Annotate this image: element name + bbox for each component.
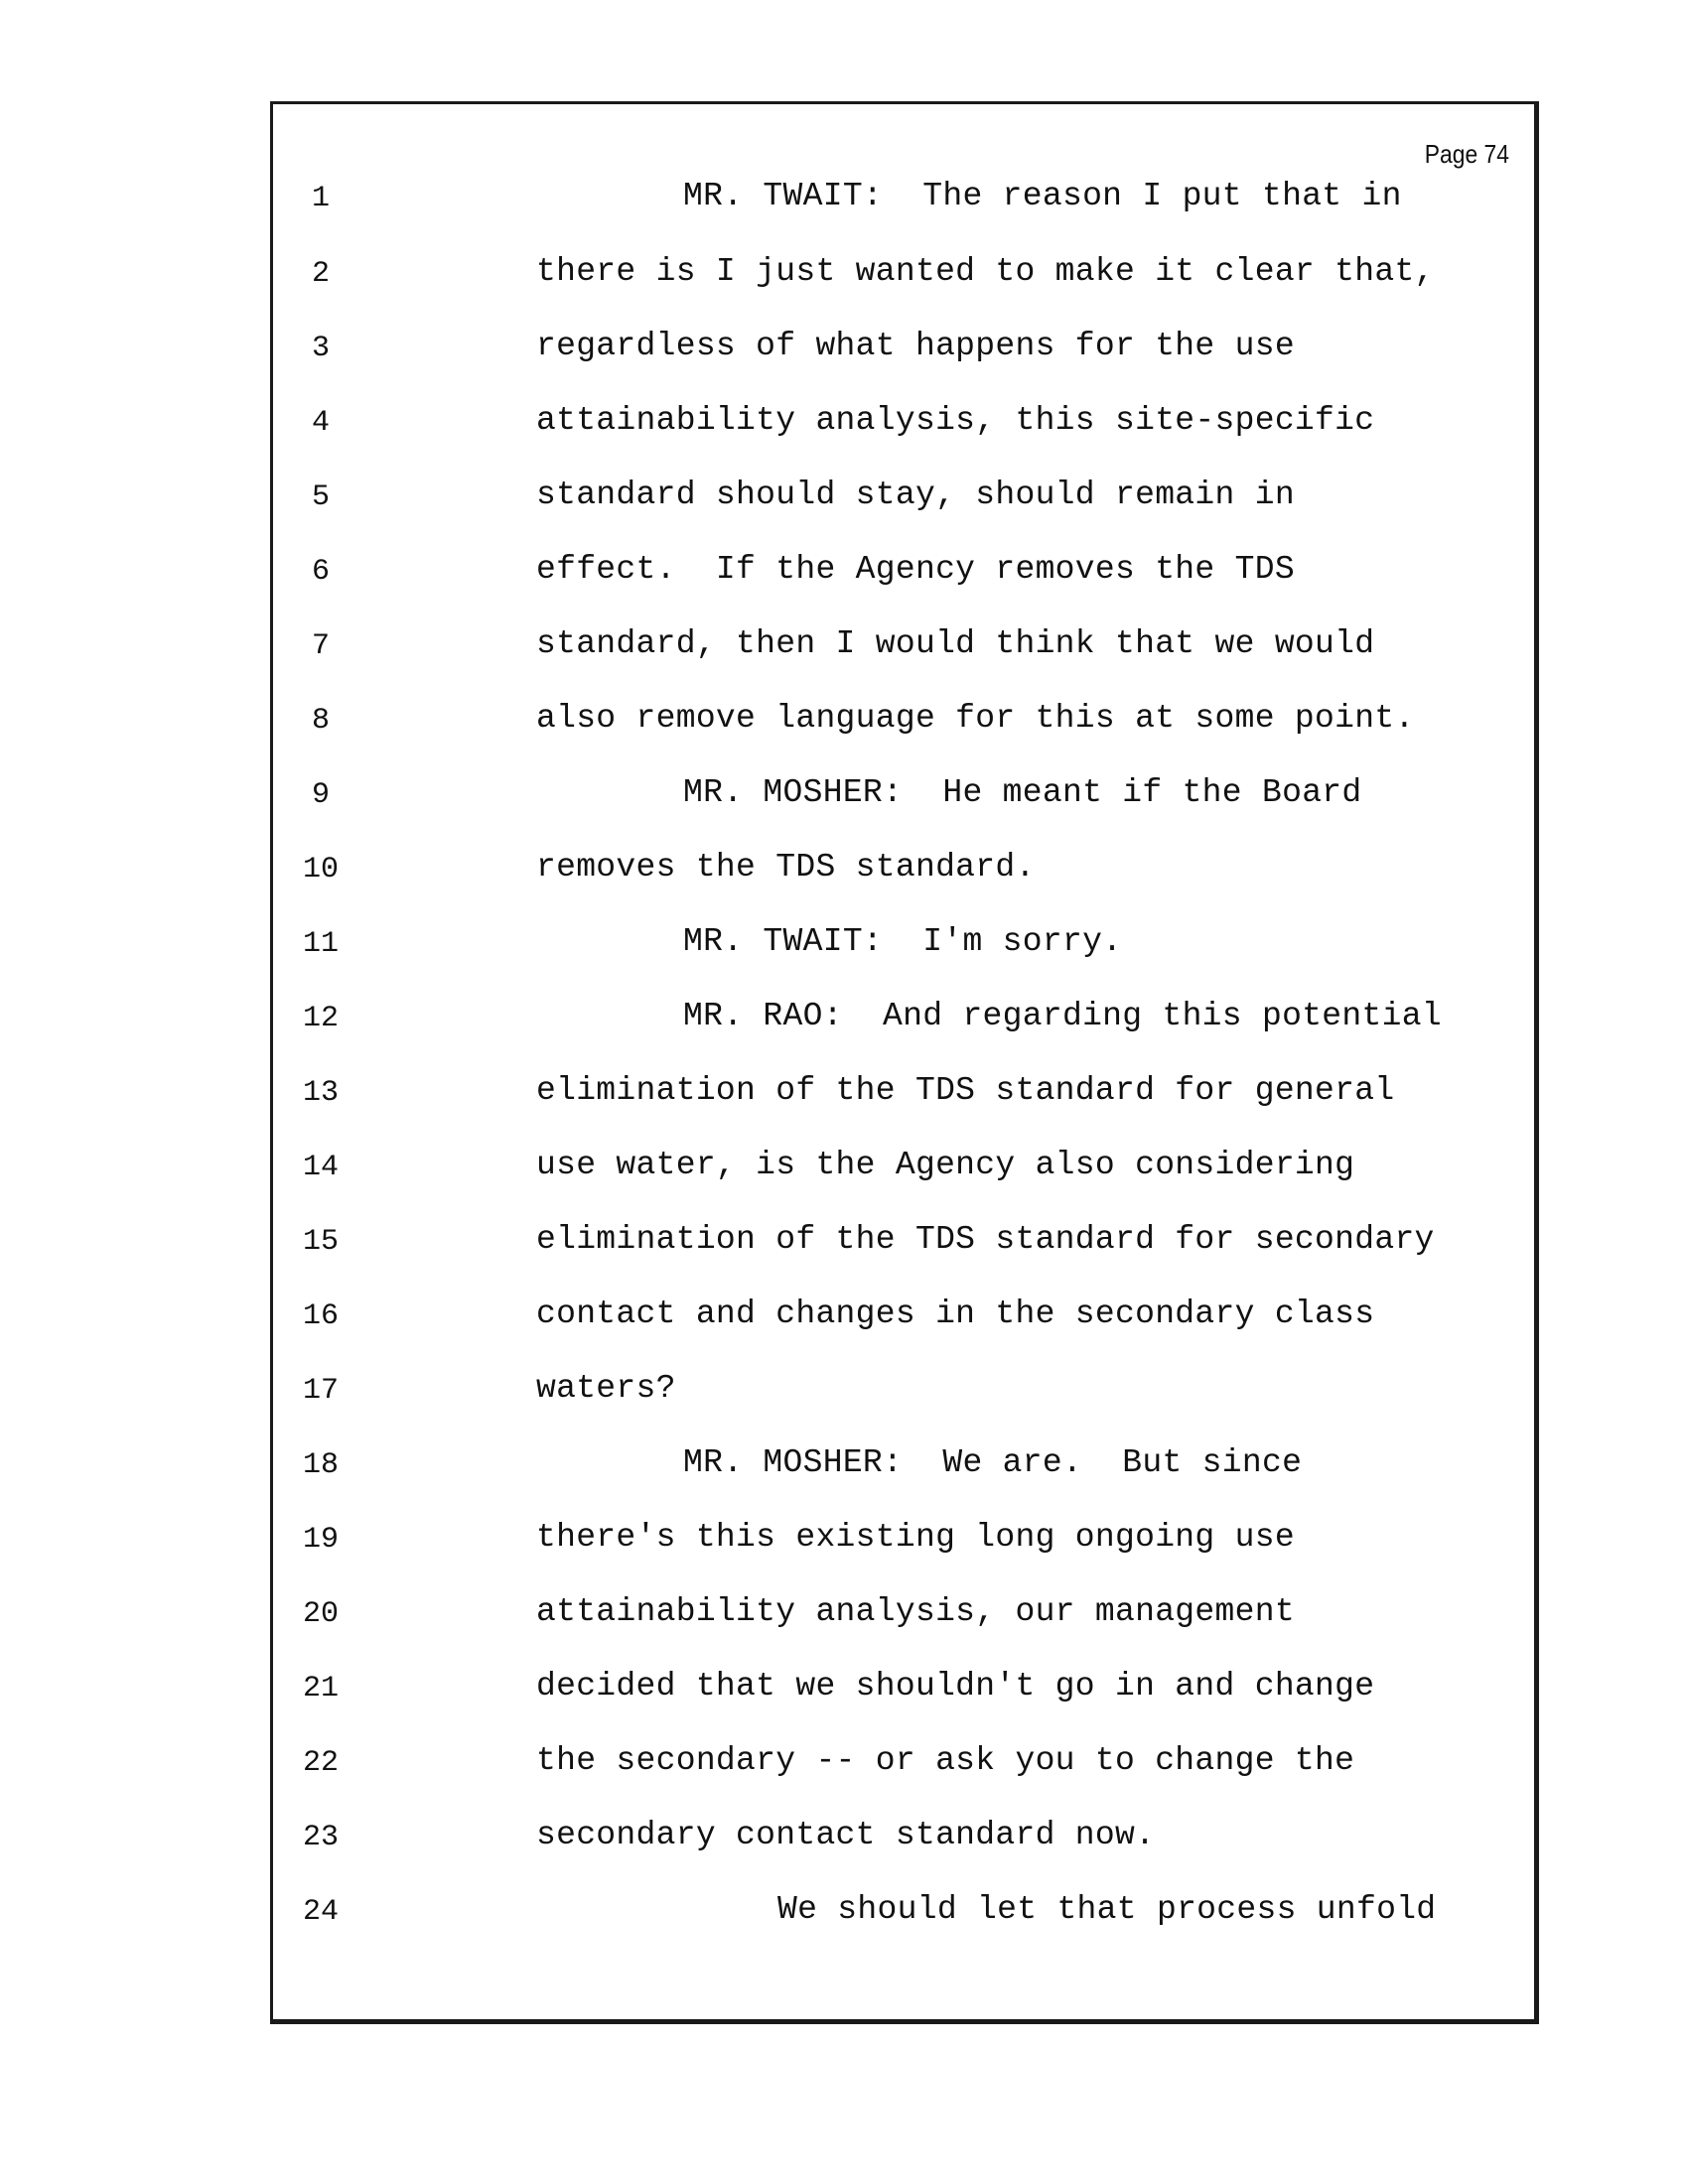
line-number: 9 [311,778,330,812]
transcript-line: standard should stay, should remain in [536,477,1295,513]
line-number: 16 [302,1299,339,1333]
transcript-line: MR. RAO: And regarding this potential [683,998,1442,1034]
line-number: 23 [302,1821,339,1854]
transcript-line: also remove language for this at some point. [536,700,1415,737]
transcript-line: regardless of what happens for the use [536,328,1295,364]
transcript-line: contact and changes in the secondary class [536,1296,1375,1332]
transcript-line: decided that we shouldn't go in and change [536,1668,1375,1705]
line-number: 20 [302,1597,339,1631]
transcript-line: waters? [536,1370,676,1407]
transcript-line: MR. MOSHER: We are. But since [683,1444,1303,1481]
transcript-line: We should let that process unfold [777,1891,1437,1928]
line-number: 14 [302,1151,339,1184]
line-number: 10 [302,853,339,887]
line-number: 1 [311,182,330,215]
transcript-line: there's this existing long ongoing use [536,1519,1295,1556]
transcript-line: elimination of the TDS standard for general [536,1072,1395,1109]
line-number: 5 [311,480,330,514]
transcript-line: attainability analysis, our management [536,1593,1295,1630]
transcript-line: there is I just wanted to make it clear that, [536,253,1435,290]
line-number: 21 [302,1672,339,1706]
line-number: 11 [302,927,339,961]
transcript-line: standard, then I would think that we would [536,625,1375,662]
transcript-line: elimination of the TDS standard for secondary [536,1221,1435,1258]
transcript-line: use water, is the Agency also considering [536,1147,1355,1183]
page-border [270,101,1539,2024]
line-number: 17 [302,1374,339,1408]
line-number: 6 [311,555,330,589]
line-number: 24 [302,1895,339,1929]
transcript-line: the secondary -- or ask you to change the [536,1742,1355,1779]
line-number: 15 [302,1225,339,1259]
transcript-line: secondary contact standard now. [536,1817,1156,1853]
line-number: 2 [311,257,330,291]
transcript-line: attainability analysis, this site-specific [536,402,1375,439]
line-number: 19 [302,1523,339,1557]
line-number: 12 [302,1002,339,1035]
line-number: 3 [311,332,330,365]
line-number: 7 [311,629,330,663]
line-number: 18 [302,1448,339,1482]
page-number: Page 74 [1424,139,1509,169]
line-number: 13 [302,1076,339,1110]
line-number: 4 [311,406,330,440]
transcript-line: removes the TDS standard. [536,849,1036,886]
transcript-line: MR. TWAIT: The reason I put that in [683,178,1402,214]
transcript-line: MR. MOSHER: He meant if the Board [683,774,1362,811]
line-number: 8 [311,704,330,738]
transcript-line: effect. If the Agency removes the TDS [536,551,1295,588]
line-number: 22 [302,1746,339,1780]
transcript-line: MR. TWAIT: I'm sorry. [683,923,1123,960]
